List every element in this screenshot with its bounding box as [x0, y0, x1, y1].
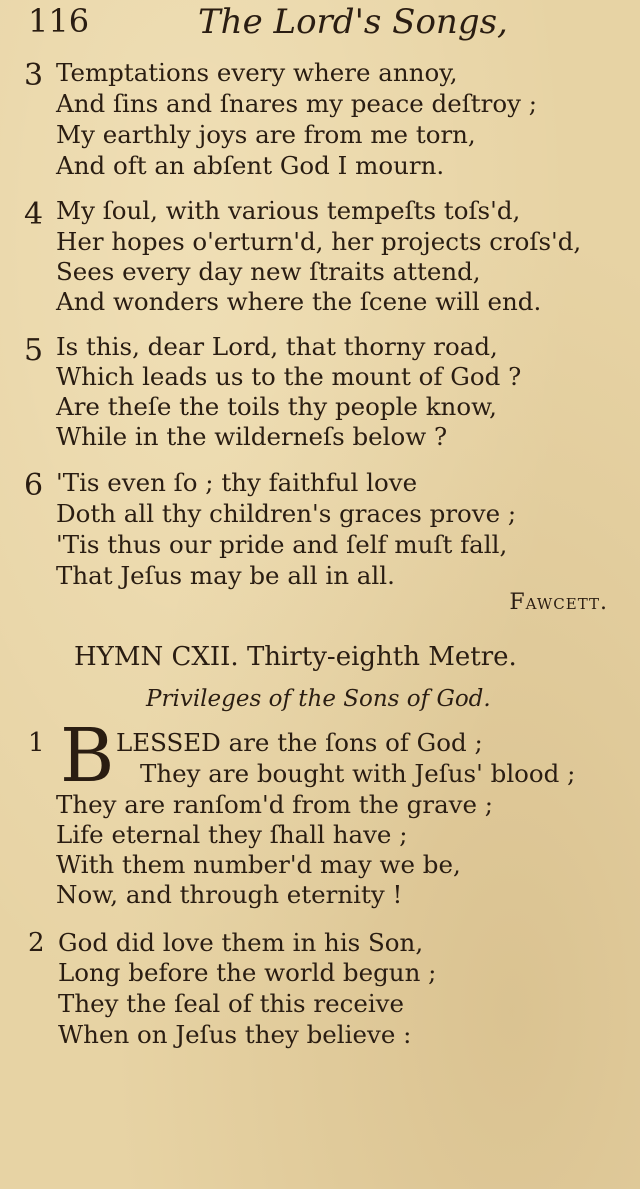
- verse-line: Are theſe the toils thy people know,: [56, 392, 497, 421]
- verse-number: 3: [24, 58, 44, 93]
- verse-line: LESSED are the ſons of God ;: [116, 728, 483, 757]
- verse-line: And ſins and ſnares my peace deſtroy ;: [56, 89, 537, 118]
- verse-line: Which leads us to the mount of God ?: [56, 362, 522, 391]
- verse-line: And oft an abſent God I mourn.: [56, 151, 445, 180]
- verse-line: With them number'd may we be,: [56, 850, 461, 879]
- drop-cap: B: [60, 713, 115, 799]
- verse-number: 2: [28, 928, 45, 958]
- verse-line: Is this, dear Lord, that thorny road,: [56, 332, 498, 361]
- verse-line: While in the wilderneſs below ?: [56, 422, 448, 451]
- running-head: The Lord's Songs,: [198, 2, 508, 42]
- verse-line: Doth all thy children's graces prove ;: [56, 499, 517, 528]
- verse-line: God did love them in his Son,: [58, 928, 424, 957]
- verse-line: They the ſeal of this receive: [58, 989, 404, 1018]
- verse-number: 4: [24, 197, 44, 232]
- verse-number: 5: [24, 333, 44, 368]
- verse-number: 6: [24, 468, 44, 503]
- verse-line: My earthly joys are from me torn,: [56, 120, 476, 149]
- hymn-subtitle: Privileges of the Sons of God.: [146, 686, 491, 712]
- page-header: [28, 2, 626, 42]
- verse-line: And wonders where the ſcene will end.: [56, 287, 542, 316]
- hymn-heading: HYMN CXII. Thirty-eighth Metre.: [74, 642, 517, 672]
- verse-line: Life eternal they ſhall have ;: [56, 820, 408, 849]
- author-attribution: Fawcett.: [509, 590, 608, 615]
- page-number: 116: [28, 2, 90, 40]
- verse-line: They are bought with Jeſus' blood ;: [140, 759, 576, 788]
- verse-line: 'Tis thus our pride and ſelf muſt fall,: [56, 530, 508, 559]
- verse-line: When on Jeſus they believe :: [58, 1020, 412, 1049]
- verse-line: Long before the world begun ;: [58, 958, 437, 987]
- verse-line: Now, and through eternity !: [56, 880, 403, 909]
- verse-line: My ſoul, with various tempeſts toſs'd,: [56, 196, 521, 225]
- verse-line: Sees every day new ſtraits attend,: [56, 257, 481, 286]
- verse-line: Her hopes o'erturn'd, her projects croſs'd,: [56, 227, 582, 256]
- verse-line: That Jeſus may be all in all.: [56, 561, 395, 590]
- verse-line: 'Tis even ſo ; thy faithful love: [56, 468, 418, 497]
- verse-line: They are ranſom'd from the grave ;: [56, 790, 494, 819]
- verse-number: 1: [28, 728, 45, 758]
- verse-line: Temptations every where annoy,: [56, 58, 458, 87]
